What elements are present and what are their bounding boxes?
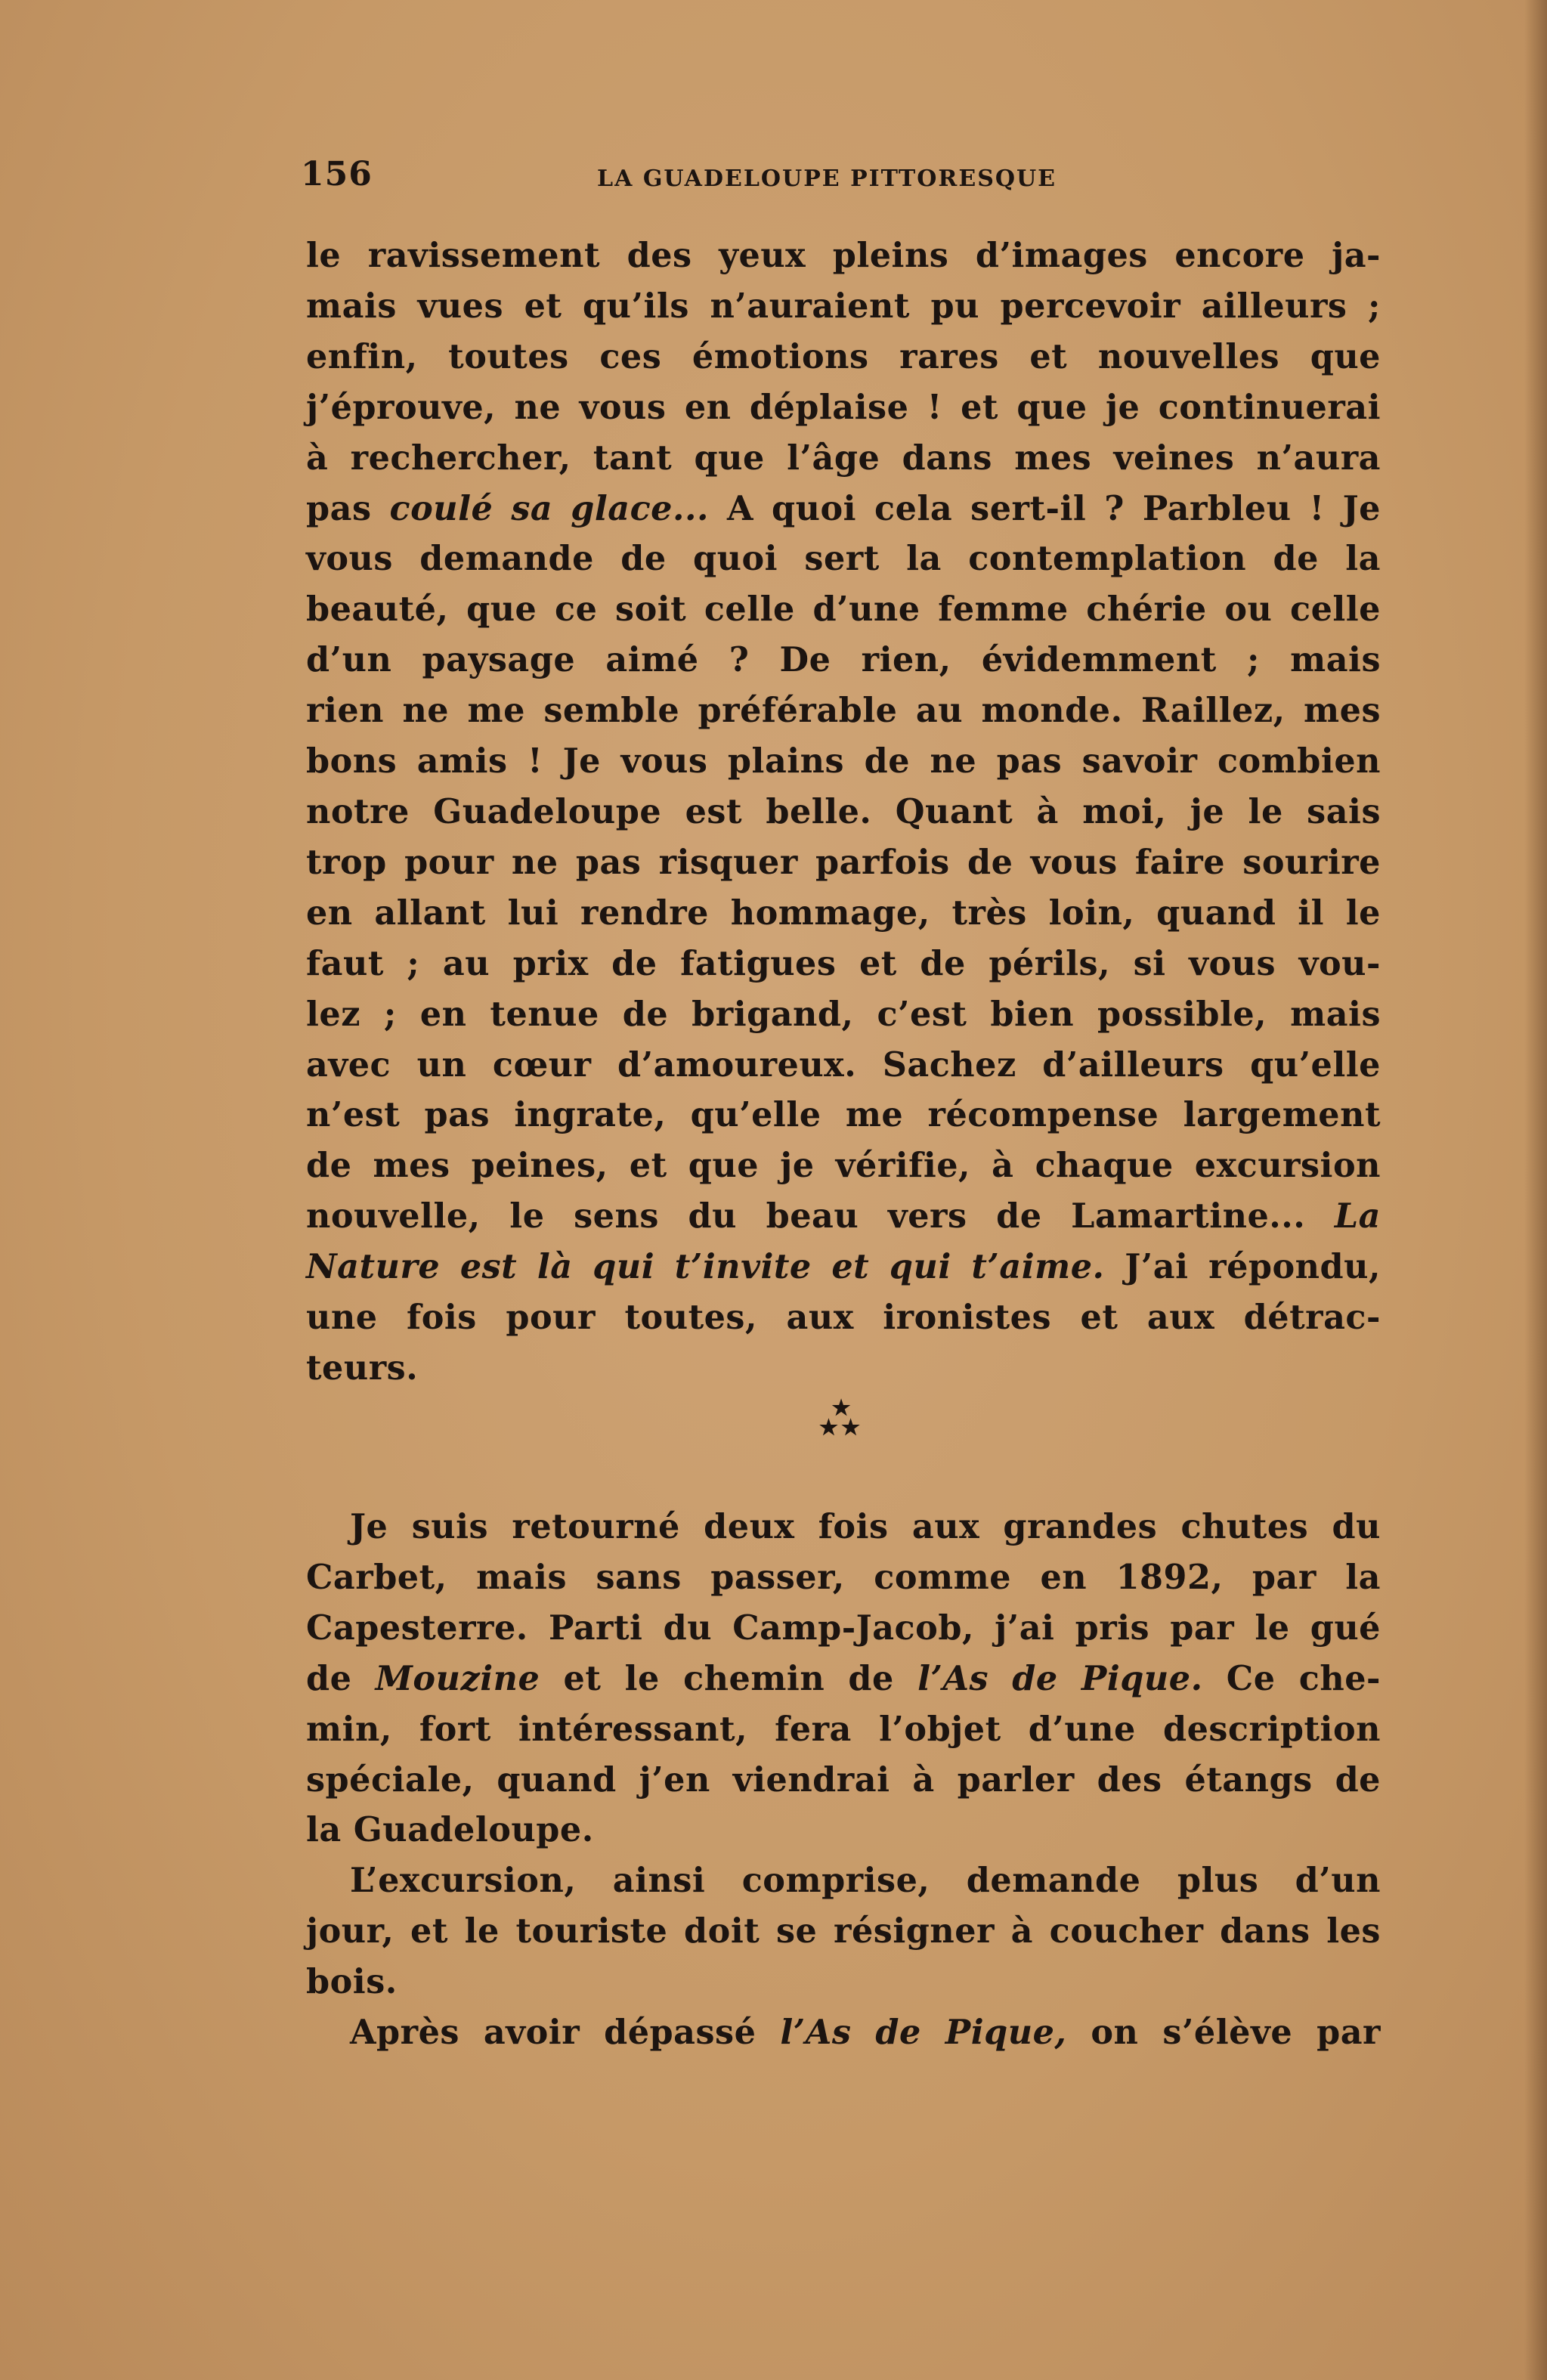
text-line: le ravissement des yeux pleins d’images encore ja- xyxy=(306,236,1381,275)
text-line: Capesterre. Parti du Camp-Jacob, j’ai pris par le gué xyxy=(306,1608,1381,1648)
text-line: beauté, que ce soit celle d’une femme chérie ou celle xyxy=(306,590,1381,630)
text-line: avec un cœur d’amoureux. Sachez d’ailleurs qu’elle xyxy=(306,1045,1381,1085)
page-header xyxy=(301,155,1381,200)
text-line xyxy=(306,484,1381,534)
text-line: notre Guadeloupe est belle. Quant à moi, je le sais xyxy=(306,791,1381,831)
text-run: nouvelle, le sens du beau vers de Lamartine... xyxy=(306,1196,1335,1236)
new-section xyxy=(306,1502,1381,2058)
text-line: la Guadeloupe. xyxy=(306,1810,594,1850)
running-title: LA GUADELOUPE PITTORESQUE xyxy=(597,166,1057,192)
asterism-separator xyxy=(807,1395,875,1440)
italic-place-name: l’As de Pique. xyxy=(917,1658,1203,1698)
asterism-star: ★ xyxy=(831,1395,851,1420)
text-run: pas xyxy=(306,488,390,528)
text-line: jour, et le touriste doit se résigner à coucher dans les xyxy=(306,1911,1381,1951)
asterism-stars: ★★ xyxy=(818,1415,864,1440)
text-line: min, fort intéressant, fera l’objet d’une description xyxy=(306,1709,1381,1749)
italic-quote: La xyxy=(1334,1196,1381,1236)
italic-place-name: Mouzine xyxy=(375,1658,540,1698)
text-line: n’est pas ingrate, qu’elle me récompense largement xyxy=(306,1095,1381,1135)
text-line: de mes peines, et que je vérifie, à chaque excursion xyxy=(306,1146,1381,1186)
page-edge-shadow xyxy=(1524,0,1547,2380)
text-line: Carbet, mais sans passer, comme en 1892, par la xyxy=(306,1557,1381,1597)
text-line: lez ; en tenue de brigand, c’est bien possible, mais xyxy=(306,994,1381,1034)
text-line: j’éprouve, ne vous en déplaise ! et que je continuerai xyxy=(306,387,1381,427)
text-line: en allant lui rendre hommage, très loin, quand il le xyxy=(306,893,1381,933)
text-line: à rechercher, tant que l’âge dans mes veines n’aura xyxy=(306,438,1381,478)
text-line: rien ne me semble préférable au monde. Raillez, mes xyxy=(306,691,1381,731)
italic-quote: Nature est là qui t’invite et qui t’aime. xyxy=(306,1247,1105,1287)
text-line xyxy=(306,2007,1381,2058)
text-line: trop pour ne pas risquer parfois de vous faire sourire xyxy=(306,842,1381,882)
text-line xyxy=(306,1654,1381,1704)
text-line: faut ; au prix de fatigues et de périls, si vous vou- xyxy=(306,943,1381,983)
text-run: et le chemin de xyxy=(540,1658,918,1698)
paragraph-continuation xyxy=(306,231,1381,1394)
text-run: de xyxy=(306,1658,376,1698)
italic-place-name: l’As de Pique, xyxy=(780,2013,1067,2053)
text-line: spéciale, quand j’en viendrai à parler des étangs de xyxy=(306,1759,1381,1800)
text-line: bois. xyxy=(306,1962,398,2002)
text-line: Je suis retourné deux fois aux grandes chutes du xyxy=(350,1507,1381,1546)
text-line xyxy=(306,1242,1381,1292)
italic-quote: coulé sa glace... xyxy=(389,488,709,528)
text-run: Après avoir dépassé xyxy=(350,2013,781,2053)
text-line: vous demande de quoi sert la contemplation de la xyxy=(306,539,1381,579)
page-number: 156 xyxy=(301,155,373,193)
text-line: L’excursion, ainsi comprise, demande plus d’un xyxy=(350,1861,1381,1901)
text-run: on s’élève par xyxy=(1066,2013,1381,2053)
text-line: bons amis ! Je vous plains de ne pas savoir combien xyxy=(306,741,1381,781)
text-line: une fois pour toutes, aux ironistes et aux détrac- xyxy=(306,1298,1381,1338)
text-line xyxy=(306,1191,1381,1242)
text-run: J’ai répondu, xyxy=(1104,1247,1381,1287)
text-line: mais vues et qu’ils n’auraient pu percevoir ailleurs ; xyxy=(306,286,1381,326)
text-line: d’un paysage aimé ? De rien, évidemment ; mais xyxy=(306,640,1381,680)
text-run: Ce che- xyxy=(1202,1658,1381,1698)
text-line: teurs. xyxy=(306,1348,419,1388)
text-line: enfin, toutes ces émotions rares et nouvelles que xyxy=(306,336,1381,376)
text-run: A quoi cela sert-il ? Parbleu ! Je xyxy=(708,488,1381,528)
